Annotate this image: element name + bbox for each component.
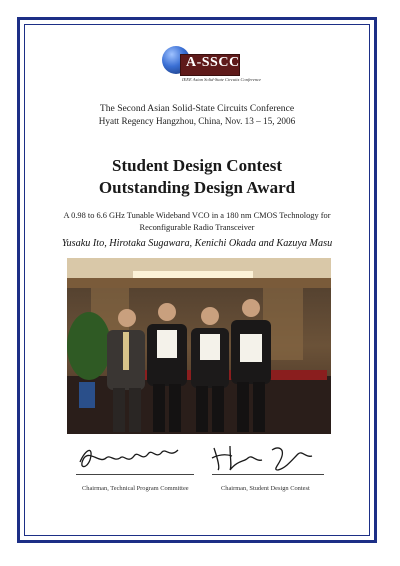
- paper-title-line-2: Reconfigurable Radio Transceiver: [139, 222, 255, 232]
- paper-title-line-1: A 0.98 to 6.6 GHz Tunable Wideband VCO in a 180 nm CMOS Technology for: [63, 211, 331, 220]
- signature-line-right: [212, 474, 324, 475]
- award-photo: [67, 258, 331, 434]
- award-title: Student Design Contest: [111, 156, 283, 175]
- paper-title: [40, 210, 354, 233]
- logo-subtitle: IEEE Asian Solid-State Circuits Conference: [182, 77, 262, 82]
- photo-wall-trim: [67, 278, 331, 288]
- award-subtitle: Outstanding Design Award: [98, 178, 296, 197]
- signature-line-left: [76, 474, 194, 475]
- photo-ceiling-light: [133, 271, 253, 279]
- signer-role-right: Chairman, Student Design Contest: [221, 485, 310, 492]
- conference-venue: Hyatt Regency Hangzhou, China, Nov. 13 – 15, 2006: [98, 116, 296, 126]
- photo-plant: [67, 312, 111, 380]
- signer-role-left: Chairman, Technical Program Committee: [82, 485, 189, 492]
- award-photo-drawing: [67, 258, 331, 434]
- logo-text: A-SSCC: [186, 55, 240, 70]
- signature-right: [208, 440, 328, 474]
- photo-plant-pot: [79, 382, 95, 408]
- asscc-logo: [160, 44, 270, 90]
- conference-name: The Second Asian Solid-State Circuits Conference: [99, 103, 295, 114]
- paper-authors: Yusaku Ito, Hirotaka Sugawara, Kenichi Okada and Kazuya Masu: [61, 238, 333, 249]
- signature-left: [74, 440, 194, 474]
